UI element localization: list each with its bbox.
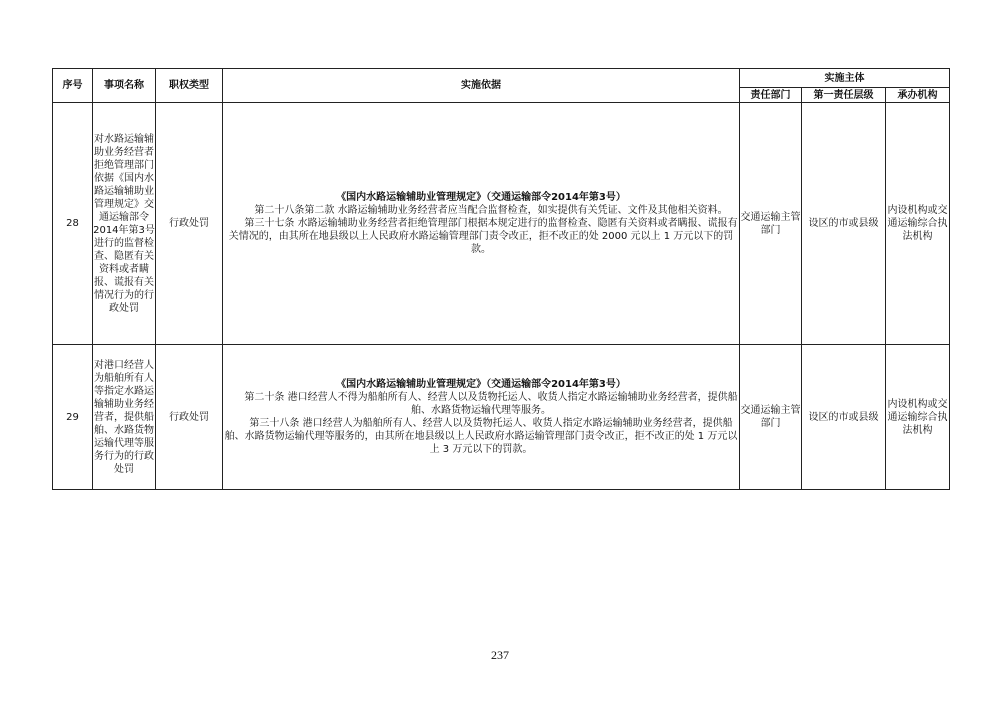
- row-basis: [223, 345, 740, 490]
- row-name: 对水路运输辅助业务经营者拒绝管理部门依据《国内水路运输辅助业管理规定》交通运输部令2014年第3号进行的监督检查、隐匿有关资料或者瞒报、谎报有关情况行为的行政处罚: [93, 103, 156, 345]
- header-basis: 实施依据: [223, 69, 740, 103]
- table-row: [53, 103, 950, 345]
- row-type: 行政处罚: [156, 103, 223, 345]
- row-dept: 交通运输主管部门: [740, 103, 802, 345]
- header-org: 承办机构: [886, 88, 950, 103]
- law-article: 第二十八条第二款 水路运输辅助业务经营者应当配合监督检查，如实提供有关凭证、文件及其他相关资料。: [254, 205, 728, 216]
- matters-table: [52, 68, 950, 490]
- law-title: 《国内水路运输辅助业管理规定》（交通运输部令2014年第3号）: [336, 379, 626, 390]
- table-row: [53, 345, 950, 490]
- row-basis: [223, 103, 740, 345]
- law-article: 第三十八条 港口经营人为船舶所有人、经营人以及货物托运人、收货人指定水路运输辅助业务经营者，提供船舶、水路货物运输代理等服务的，由其所在地县级以上人民政府水路运输管理部门责令改正，拒不改正的处 1 万元以上 3 万元以下的罚款。: [224, 418, 738, 455]
- law-title: 《国内水路运输辅助业管理规定》（交通运输部令2014年第3号）: [336, 192, 626, 203]
- row-type: 行政处罚: [156, 345, 223, 490]
- row-org: 内设机构或交通运输综合执法机构: [886, 345, 950, 490]
- header-type: 职权类型: [156, 69, 223, 103]
- row-name: 对港口经营人为船舶所有人等指定水路运输辅助业务经营者，提供船舶、水路货物运输代理等服务行为的行政处罚: [93, 345, 156, 490]
- law-article: 第三十七条 水路运输辅助业务经营者拒绝管理部门根据本规定进行的监督检查、隐匿有关资料或者瞒报、谎报有关情况的，由其所在地县级以上人民政府水路运输管理部门责令改正，拒不改正的处 2000 元以上 1 万元以下的罚款。: [228, 218, 738, 255]
- header-name: 事项名称: [93, 69, 156, 103]
- row-level: 设区的市或县级: [802, 345, 886, 490]
- header-level: 第一责任层级: [802, 88, 886, 103]
- row-seq: 28: [53, 103, 93, 345]
- law-article: 第二十条 港口经营人不得为船舶所有人、经营人以及货物托运人、收货人指定水路运输辅助业务经营者，提供船舶、水路货物运输代理等服务。: [244, 392, 738, 416]
- header-dept: 责任部门: [740, 88, 802, 103]
- row-org: 内设机构或交通运输综合执法机构: [886, 103, 950, 345]
- header-subject: 实施主体: [740, 69, 950, 88]
- header-seq: 序号: [53, 69, 93, 103]
- page-number: 237: [491, 648, 509, 662]
- row-level: 设区的市或县级: [802, 103, 886, 345]
- row-dept: 交通运输主管部门: [740, 345, 802, 490]
- row-seq: 29: [53, 345, 93, 490]
